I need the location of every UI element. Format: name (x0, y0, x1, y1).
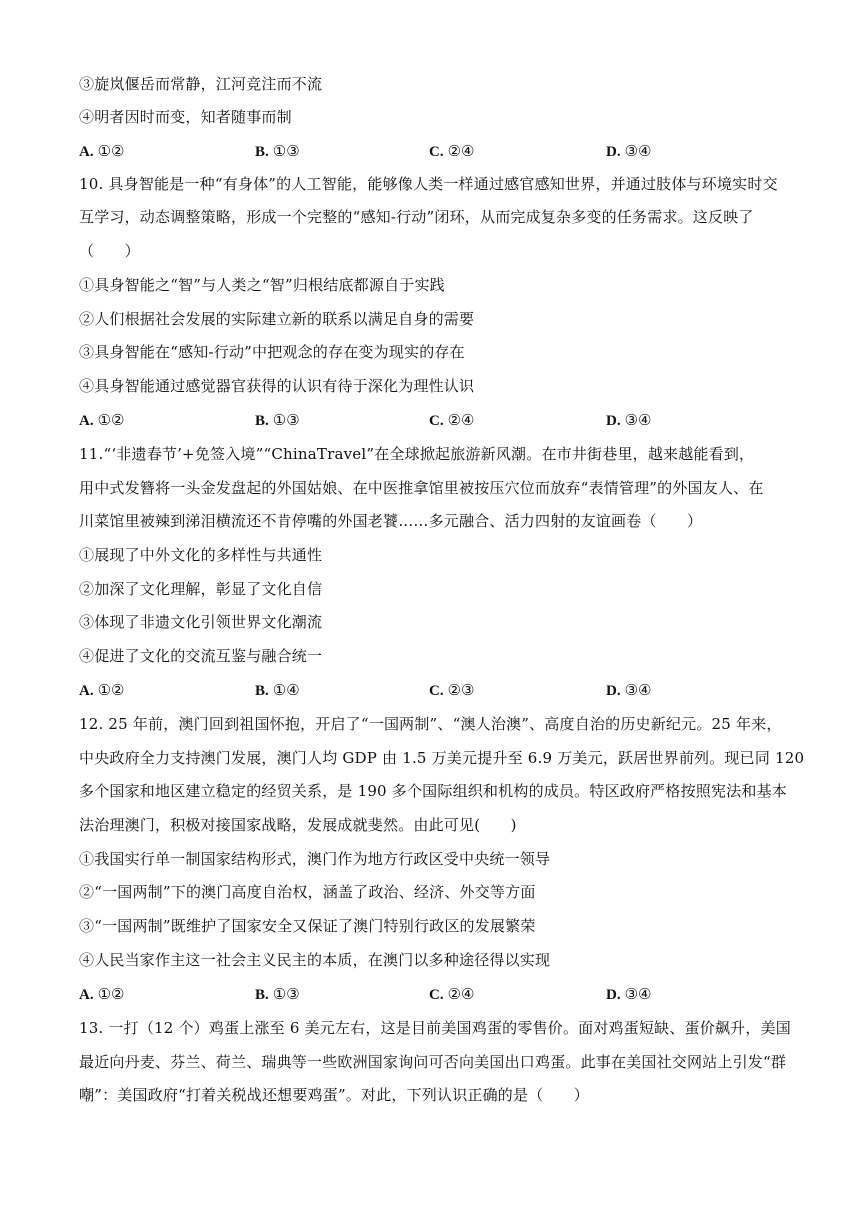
q12-options (79, 984, 799, 1004)
q12-stem-line-2: 中央政府全力支持澳门发展，澳门人均 GDP 由 1.5 万美元提升至 6.9 万美元，跃居世界前列。现已同 120 (79, 749, 805, 767)
q10-options (79, 410, 799, 430)
q11-option-d[interactable]: D. ③④ (606, 681, 652, 699)
q12-option-a[interactable]: A. ①② (79, 985, 125, 1003)
q11-item-4: ④促进了文化的交流互鉴与融合统一 (79, 647, 323, 665)
q9-option-c[interactable]: C. ②④ (429, 142, 475, 160)
q10-option-d[interactable]: D. ③④ (606, 411, 652, 429)
q12-option-b[interactable]: B. ①③ (255, 985, 300, 1003)
q9-item-3: ③旋岚偃岳而常静，江河竞注而不流 (79, 75, 323, 93)
q10-option-c[interactable]: C. ②④ (429, 411, 475, 429)
q10-stem-line-2: 互学习，动态调整策略，形成一个完整的“感知-行动”闭环，从而完成复杂多变的任务需求。这反映了 (79, 208, 754, 226)
q12-option-d[interactable]: D. ③④ (606, 985, 652, 1003)
q12-item-4: ④人民当家作主这一社会主义民主的本质，在澳门以多种途径得以实现 (79, 951, 551, 969)
q10-stem-line-3: （ ） (79, 242, 140, 260)
q12-stem-line-1: 12. 25 年前，澳门回到祖国怀抱，开启了“一国两制”、“澳人治澳”、高度自治的历史新纪元。25 年来， (79, 715, 782, 733)
q12-stem-line-3: 多个国家和地区建立稳定的经贸关系，是 190 多个国际组织和机构的成员。特区政府严格按照宪法和基本 (79, 782, 787, 800)
q9-item-4: ④明者因时而变，知者随事而制 (79, 108, 292, 126)
q10-stem-line-1: 10. 具身智能是一种“有身体”的人工智能，能够像人类一样通过感官感知世界，并通过肢体与环境实时交 (79, 175, 778, 193)
q11-item-1: ①展现了中外文化的多样性与共通性 (79, 546, 323, 564)
q11-option-a[interactable]: A. ①② (79, 681, 125, 699)
q9-option-b[interactable]: B. ①③ (255, 142, 300, 160)
q10-option-b[interactable]: B. ①③ (255, 411, 300, 429)
q11-item-3: ③体现了非遗文化引领世界文化潮流 (79, 613, 323, 631)
q11-stem-line-1: 11.“‘非遗春节’+免签入境”“ChinaTravel”在全球掀起旅游新风潮。在市井街巷里，越来越能看到， (79, 445, 755, 463)
q12-item-2: ②“一国两制”下的澳门高度自治权，涵盖了政治、经济、外交等方面 (79, 883, 536, 901)
q13-stem-line-1: 13. 一打（12 个）鸡蛋上涨至 6 美元左右，这是目前美国鸡蛋的零售价。面对鸡蛋短缺、蛋价飙升，美国 (79, 1019, 791, 1037)
q11-stem-line-2: 用中式发簪将一头金发盘起的外国姑娘、在中医推拿馆里被按压穴位而放弃“表情管理”的外国友人、在 (79, 479, 764, 497)
q11-stem-line-3: 川菜馆里被辣到涕泪横流还不肯停嘴的外国老饕……多元融合、活力四射的友谊画卷（ ） (79, 512, 703, 530)
q10-item-4: ④具身智能通过感觉器官获得的认识有待于深化为理性认识 (79, 377, 475, 395)
q12-item-3: ③“一国两制”既维护了国家安全又保证了澳门特别行政区的发展繁荣 (79, 917, 536, 935)
q9-option-d[interactable]: D. ③④ (606, 142, 652, 160)
q11-option-c[interactable]: C. ②③ (429, 681, 475, 699)
q9-option-a[interactable]: A. ①② (79, 142, 125, 160)
q11-options (79, 680, 799, 700)
q10-item-2: ②人们根据社会发展的实际建立新的联系以满足自身的需要 (79, 310, 475, 328)
q9-options (79, 141, 799, 161)
q10-option-a[interactable]: A. ①② (79, 411, 125, 429)
q12-option-c[interactable]: C. ②④ (429, 985, 475, 1003)
q12-stem-line-4: 法治理澳门，积极对接国家战略，发展成就斐然。由此可见( ) (79, 816, 517, 834)
q12-item-1: ①我国实行单一制国家结构形式，澳门作为地方行政区受中央统一领导 (79, 850, 551, 868)
q10-item-1: ①具身智能之“智”与人类之“智”归根结底都源自于实践 (79, 276, 445, 294)
q13-stem-line-3: 嘲”：美国政府“打着关税战还想要鸡蛋”。对此，下列认识正确的是（ ） (79, 1086, 590, 1104)
q10-item-3: ③具身智能在“感知-行动”中把观念的存在变为现实的存在 (79, 343, 465, 361)
q13-stem-line-2: 最近向丹麦、芬兰、荷兰、瑞典等一些欧洲国家询问可否向美国出口鸡蛋。此事在美国社交网站上引发“群 (79, 1053, 787, 1071)
q11-option-b[interactable]: B. ①④ (255, 681, 300, 699)
q11-item-2: ②加深了文化理解，彰显了文化自信 (79, 580, 323, 598)
